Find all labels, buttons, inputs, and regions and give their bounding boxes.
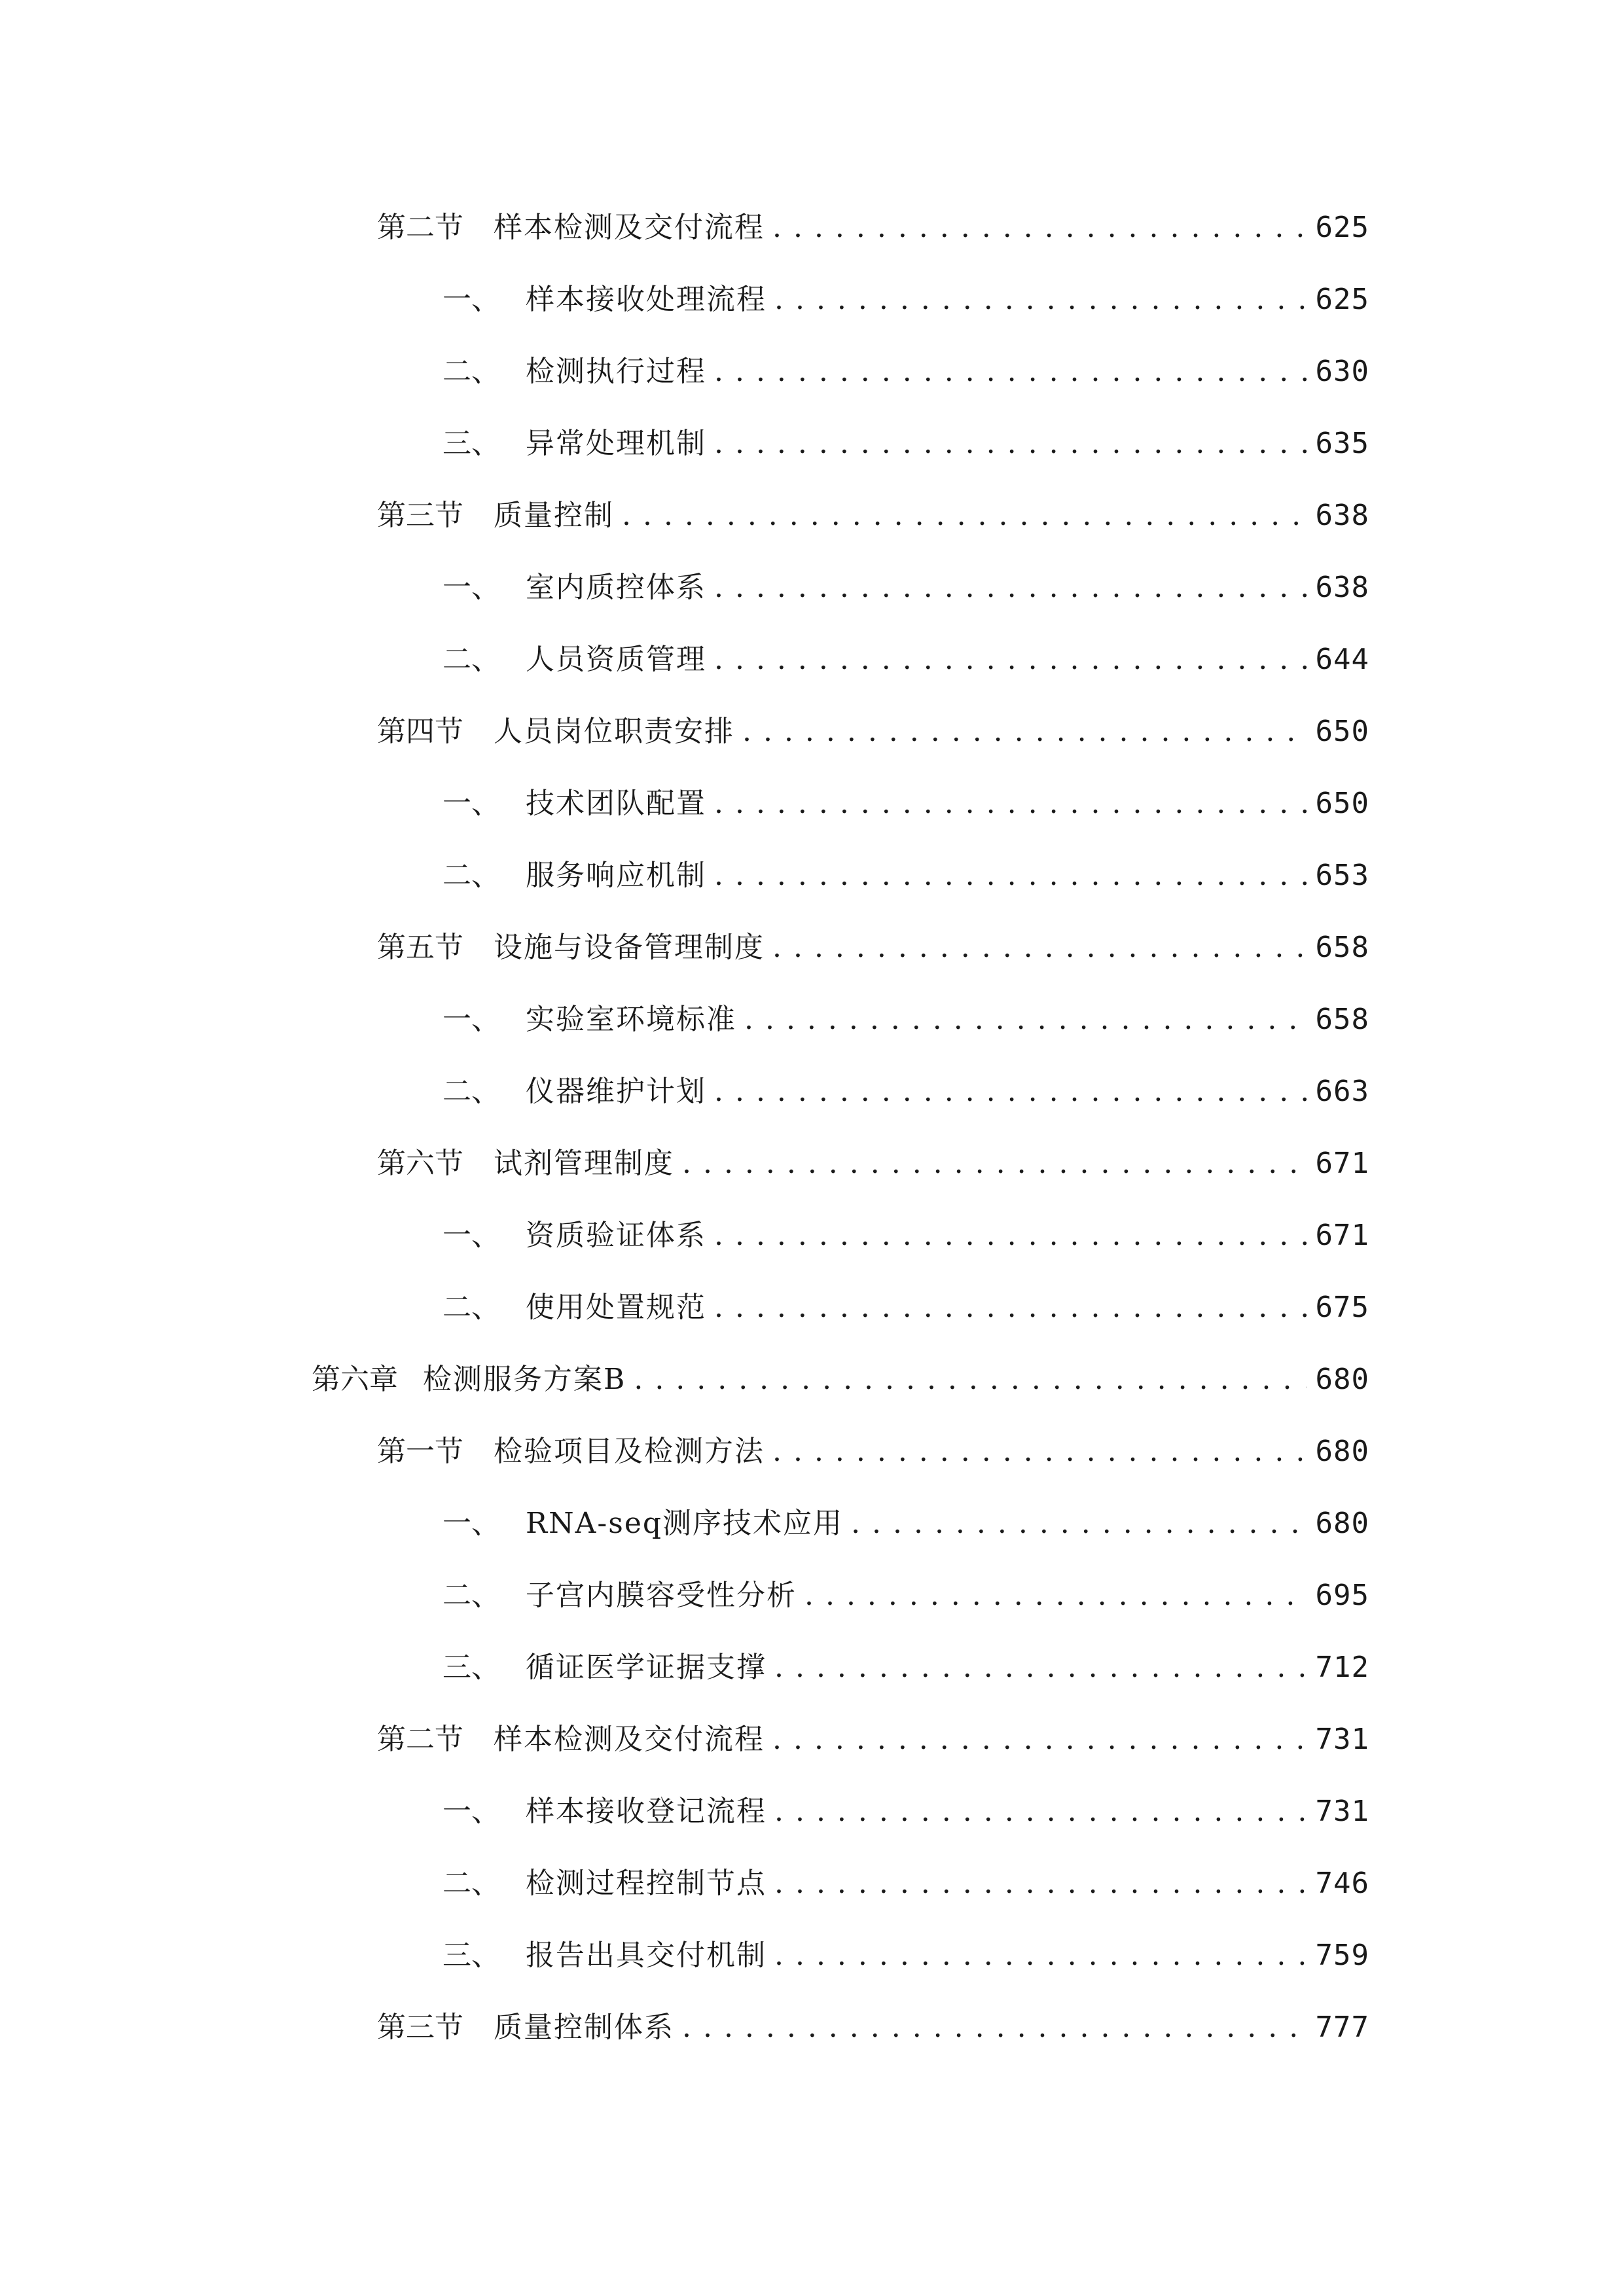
toc-entry-page: 680: [1315, 1363, 1369, 1396]
dot-leader: [714, 853, 1307, 899]
toc-entry-number: 一、: [442, 1003, 500, 1036]
dot-leader: [774, 1789, 1307, 1835]
toc-entry[interactable]: [442, 1861, 1369, 1907]
toc-entry[interactable]: [442, 853, 1369, 899]
toc-entry-number: 三、: [442, 1939, 500, 1972]
toc-entry-title: 仪器维护计划: [526, 1075, 706, 1108]
toc-entry-page: 663: [1315, 1075, 1369, 1108]
toc-entry-page: 671: [1315, 1147, 1369, 1180]
toc-entry[interactable]: [377, 2005, 1369, 2051]
dot-leader: [774, 277, 1307, 323]
toc-entry-number: 二、: [442, 1291, 500, 1324]
dot-leader: [772, 925, 1307, 971]
dot-leader: [774, 1933, 1307, 1979]
toc-entry-page: 630: [1315, 355, 1369, 388]
toc-entry-number: 一、: [442, 1507, 500, 1540]
toc-entry-page: 680: [1315, 1507, 1369, 1540]
dot-leader: [772, 1429, 1307, 1475]
toc-entry-page: 653: [1315, 859, 1369, 892]
toc-entry-page: 731: [1315, 1723, 1369, 1756]
toc-entry-page: 650: [1315, 787, 1369, 820]
toc-entry-title: 使用处置规范: [526, 1291, 706, 1324]
toc-entry[interactable]: [442, 565, 1369, 611]
toc-entry-page: 731: [1315, 1795, 1369, 1828]
dot-leader: [682, 2005, 1307, 2051]
toc-entry[interactable]: [442, 781, 1369, 827]
toc-entry-page: 658: [1315, 1003, 1369, 1036]
toc-entry-title: 检测执行过程: [526, 355, 706, 388]
toc-entry-number: 一、: [442, 1795, 500, 1828]
toc-entry[interactable]: [377, 493, 1369, 539]
toc-entry-page: 638: [1315, 571, 1369, 604]
toc-entry-page: 746: [1315, 1867, 1369, 1900]
dot-leader: [714, 637, 1307, 683]
toc-entry[interactable]: [377, 1141, 1369, 1187]
toc-entry-number: 第二节: [377, 211, 463, 244]
toc-entry-number: 一、: [442, 1219, 500, 1252]
toc-entry-number: 二、: [442, 355, 500, 388]
toc-entry[interactable]: [442, 349, 1369, 395]
toc-entry-title: 技术团队配置: [526, 787, 706, 820]
toc-entry[interactable]: [377, 925, 1369, 971]
toc-entry-page: 625: [1315, 283, 1369, 316]
toc-entry[interactable]: [442, 1285, 1369, 1331]
toc-entry-page: 712: [1315, 1651, 1369, 1684]
dot-leader: [714, 421, 1307, 467]
toc-entry-page: 680: [1315, 1435, 1369, 1468]
toc-entry-chapter[interactable]: [312, 1357, 1369, 1403]
dot-leader: [851, 1501, 1306, 1547]
toc-entry-number: 三、: [442, 427, 500, 460]
toc-entry-number: 二、: [442, 1075, 500, 1108]
toc-entry-title: 服务响应机制: [526, 859, 706, 892]
toc-entry-number: 一、: [442, 283, 500, 316]
toc-entry-title: 样本检测及交付流程: [494, 1723, 765, 1756]
dot-leader: [714, 781, 1307, 827]
dot-leader: [714, 1213, 1307, 1259]
toc-entry[interactable]: [442, 1501, 1369, 1547]
toc-entry-number: 第三节: [377, 2011, 463, 2044]
toc-entry-page: 650: [1315, 715, 1369, 748]
toc-entry-page: 638: [1315, 499, 1369, 532]
toc-entry[interactable]: [377, 205, 1369, 251]
toc-entry[interactable]: [442, 1933, 1369, 1979]
toc-entry-title: 样本检测及交付流程: [494, 211, 765, 244]
toc-entry-page: 635: [1315, 427, 1369, 460]
dot-leader: [744, 997, 1307, 1043]
toc-entry-title: 子宫内膜容受性分析: [526, 1579, 797, 1612]
dot-leader: [634, 1357, 1306, 1403]
toc-entry-title: 检测服务方案B: [423, 1363, 626, 1396]
toc-entry-title: 试剂管理制度: [494, 1147, 674, 1180]
toc-entry-number: 二、: [442, 1867, 500, 1900]
toc-entry[interactable]: [442, 1213, 1369, 1259]
toc-entry[interactable]: [442, 637, 1369, 683]
toc-entry-page: 658: [1315, 931, 1369, 964]
toc-entry-page: 695: [1315, 1579, 1369, 1612]
toc-entry-title: 人员资质管理: [526, 643, 706, 676]
toc-entry-title: 实验室环境标准: [526, 1003, 736, 1036]
toc-entry[interactable]: [442, 277, 1369, 323]
toc-entry-title: 报告出具交付机制: [526, 1939, 767, 1972]
toc-entry-page: 759: [1315, 1939, 1369, 1972]
toc-entry-title: 人员岗位职责安排: [494, 715, 734, 748]
toc-entry-number: 第六章: [312, 1363, 398, 1396]
toc-entry-title: 检测过程控制节点: [526, 1867, 767, 1900]
toc-entry-page: 777: [1315, 2011, 1369, 2044]
toc-entry-title: 设施与设备管理制度: [494, 931, 765, 964]
dot-leader: [772, 205, 1307, 251]
toc-entry-title: 质量控制体系: [494, 2011, 674, 2044]
toc-entry-number: 二、: [442, 1579, 500, 1612]
toc-entry-title: 异常处理机制: [526, 427, 706, 460]
toc-entry[interactable]: [442, 1789, 1369, 1835]
dot-leader: [774, 1645, 1307, 1691]
dot-leader: [772, 1717, 1307, 1763]
toc-entry-number: 一、: [442, 571, 500, 604]
toc-entry[interactable]: [442, 1069, 1369, 1115]
toc-entry-number: 第四节: [377, 715, 463, 748]
dot-leader: [742, 709, 1307, 755]
toc-entry[interactable]: [442, 421, 1369, 467]
toc-entry-number: 一、: [442, 787, 500, 820]
dot-leader: [714, 565, 1307, 611]
dot-leader: [774, 1861, 1307, 1907]
toc-entry-number: 第二节: [377, 1723, 463, 1756]
toc-entry-number: 第六节: [377, 1147, 463, 1180]
toc-entry-number: 第五节: [377, 931, 463, 964]
dot-leader: [682, 1141, 1307, 1187]
toc-entry[interactable]: [377, 1429, 1369, 1475]
toc-entry-page: 644: [1315, 643, 1369, 676]
dot-leader: [714, 1069, 1307, 1115]
toc-entry-title: 样本接收登记流程: [526, 1795, 767, 1828]
dot-leader: [622, 493, 1307, 539]
toc-entry[interactable]: [377, 709, 1369, 755]
dot-leader: [714, 349, 1307, 395]
toc-entry-title: 循证医学证据支撑: [526, 1651, 767, 1684]
toc-entry[interactable]: [442, 1573, 1369, 1619]
toc-entry-page: 671: [1315, 1219, 1369, 1252]
toc-entry-number: 第三节: [377, 499, 463, 532]
toc-entry[interactable]: [442, 1645, 1369, 1691]
toc-entry-title: 质量控制: [494, 499, 614, 532]
toc-entry-number: 二、: [442, 859, 500, 892]
toc-entry-number: 三、: [442, 1651, 500, 1684]
toc-entry[interactable]: [442, 997, 1369, 1043]
toc-entry-title: RNA-seq测序技术应用: [526, 1507, 844, 1540]
toc-entry-title: 检验项目及检测方法: [494, 1435, 765, 1468]
toc-entry-page: 625: [1315, 211, 1369, 244]
toc-entry-number: 二、: [442, 643, 500, 676]
toc-entry-title: 资质验证体系: [526, 1219, 706, 1252]
toc-entry-page: 675: [1315, 1291, 1369, 1324]
dot-leader: [804, 1573, 1307, 1619]
dot-leader: [714, 1285, 1307, 1331]
toc-entry-title: 样本接收处理流程: [526, 283, 767, 316]
toc-entry[interactable]: [377, 1717, 1369, 1763]
toc-entry-title: 室内质控体系: [526, 571, 706, 604]
toc-entry-number: 第一节: [377, 1435, 463, 1468]
